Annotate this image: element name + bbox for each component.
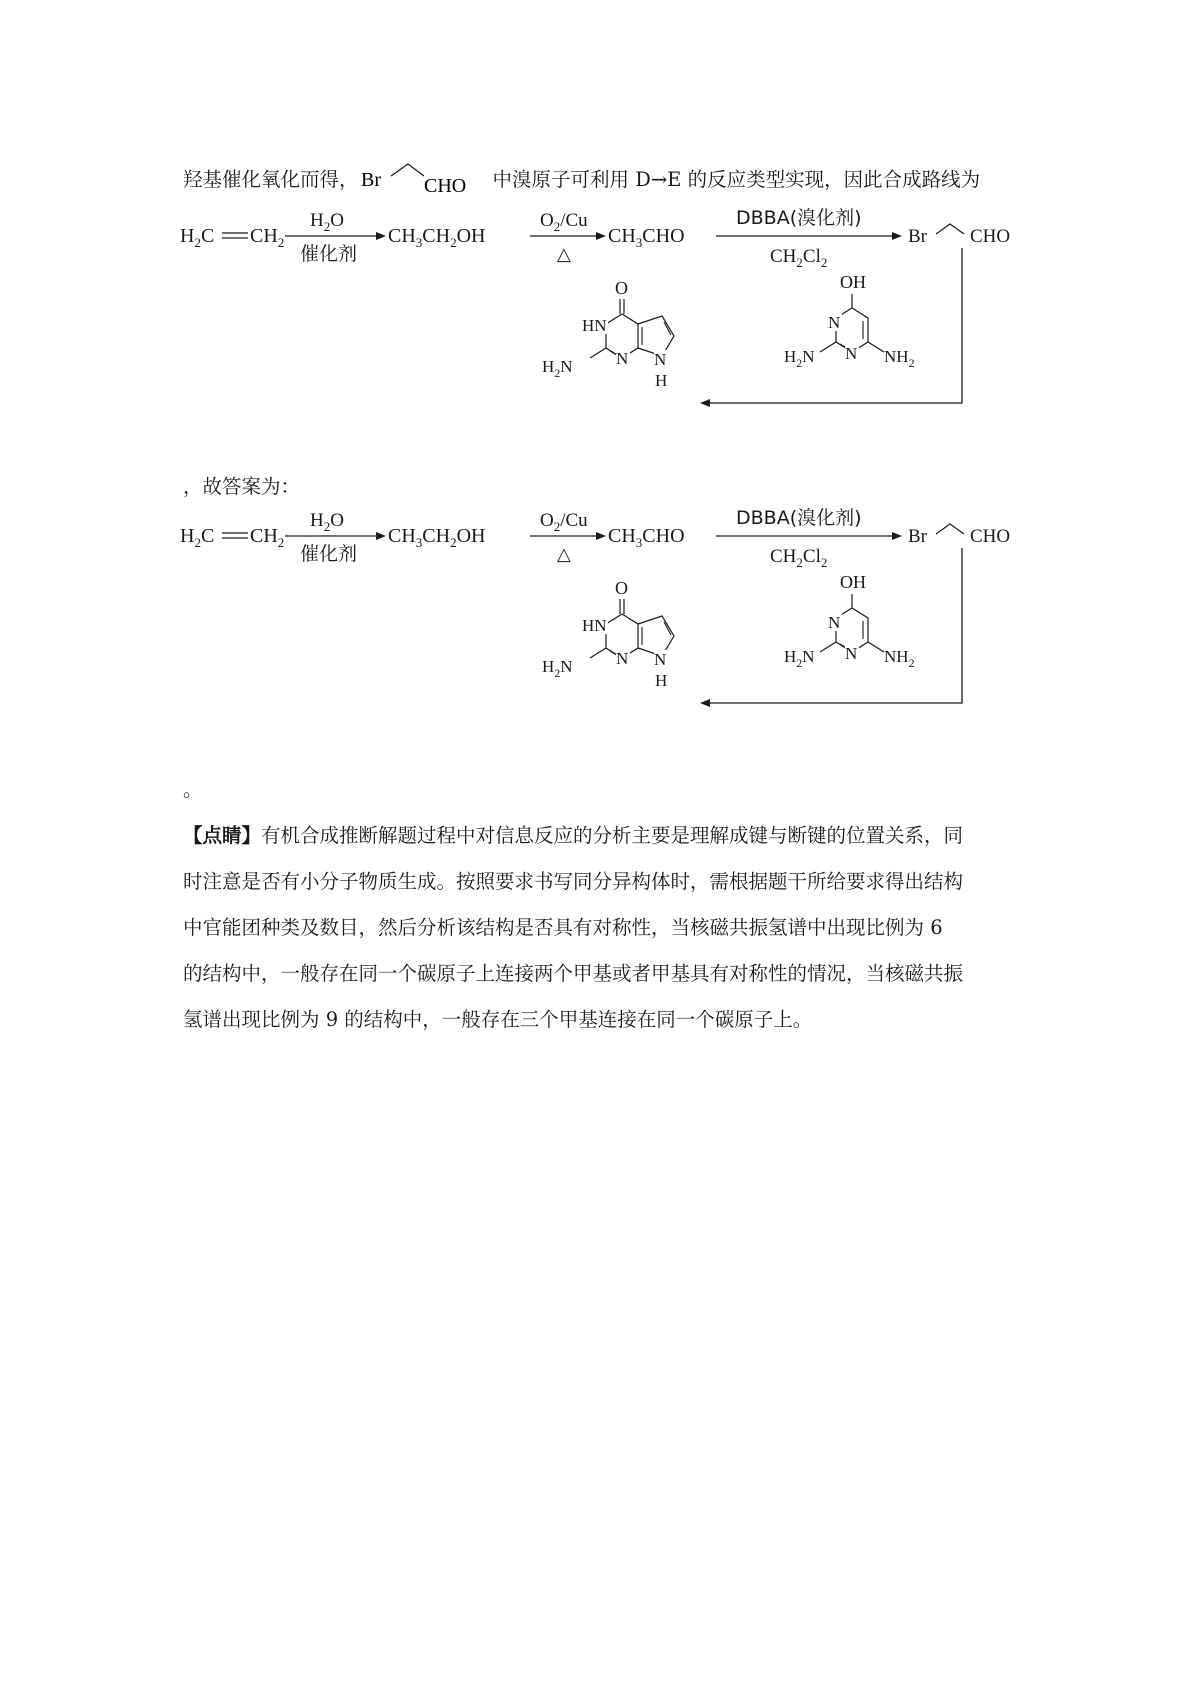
intro-prefix: 羟基催化氧化而得， <box>183 168 359 191</box>
formula-part: 2 <box>277 235 285 250</box>
ethene-h-label <box>180 225 214 250</box>
formula-part: C <box>200 525 215 547</box>
formula-part: H <box>310 510 324 531</box>
pyrimidine-n2-label: N <box>845 344 858 363</box>
formula-part: 2 <box>554 366 561 380</box>
bromoacetaldehyde-chain-bond <box>936 224 964 234</box>
arrow-1-head <box>376 532 386 540</box>
formula-part: CH <box>422 225 451 247</box>
synthesis-scheme-2 <box>180 506 1040 756</box>
formula-part: 2 <box>796 555 803 570</box>
formula-part: CH <box>770 246 797 267</box>
formula-part: 2 <box>908 656 915 670</box>
formula-part: CH <box>770 546 797 567</box>
note-line-1-text: 有机合成推断解题过程中对信息反应的分析主要是理解成键与断键的位置关系，同 <box>261 824 964 847</box>
formula-part: N <box>802 347 815 366</box>
arrow-3-head <box>892 532 902 540</box>
formula-part: 3 <box>415 235 423 250</box>
pyrimidine-c-nh2-bond-left <box>820 342 836 352</box>
product-nh-n-label: N <box>654 350 667 369</box>
arrow-1-head <box>376 232 386 240</box>
formula-part: H <box>542 357 555 376</box>
formula-part: CH <box>250 525 278 547</box>
formula-part: C <box>200 225 215 247</box>
formula-part: O <box>540 210 554 231</box>
pyrimidine-c-nh2-bond-right <box>868 342 884 352</box>
formula-part: CHO <box>642 225 685 247</box>
formula-part: O <box>330 510 344 531</box>
formula-part: /Cu <box>560 510 588 531</box>
formula-part: CHO <box>642 525 685 547</box>
formula-part: 2 <box>323 219 331 234</box>
formula-part: 2 <box>796 356 803 370</box>
arrow-1-bottom-label: 催化剂 <box>300 543 358 565</box>
arrow-1-top-label <box>310 510 344 534</box>
bromoacetaldehyde-cho-label: CHO <box>970 526 1011 547</box>
formula-part: CH <box>388 525 416 547</box>
intro-suffix: 中溴原子可利用 D→E 的反应类型实现，因此合成路线为 <box>492 168 981 191</box>
product-h2n-label <box>542 357 573 380</box>
formula-part: OH <box>456 225 486 247</box>
note-line-2: 时注意是否有小分子物质生成。按照要求书写同分异构体时，需根据题干所给要求得出结构 <box>183 870 964 893</box>
pyrimidine-nh2-label <box>884 647 915 670</box>
formula-part: 2 <box>277 535 285 550</box>
formula-part: H <box>310 210 324 231</box>
pyrimidine-h2n-label <box>784 647 815 670</box>
return-path-arrowhead <box>700 399 710 407</box>
formula-part: CH <box>608 525 636 547</box>
formula-part: CH <box>250 225 278 247</box>
arrow-2-bottom-label: △ <box>557 244 571 264</box>
pyrimidine-oh-label: OH <box>840 572 866 592</box>
scheme-template <box>180 507 1010 707</box>
arrow-2-top-label <box>540 510 588 534</box>
formula-part: H <box>180 225 195 247</box>
note-line-1 <box>183 822 963 850</box>
formula-part: 2 <box>194 535 201 550</box>
formula-part: H <box>542 657 555 676</box>
formula-part: NH <box>884 347 909 366</box>
arrow-3-top-label: DBBA(溴化剂) <box>736 507 862 529</box>
formula-part: 2 <box>553 219 561 234</box>
note-bracket-label: 【点睛】 <box>183 824 262 847</box>
pyrimidine-n1-label: N <box>828 313 841 332</box>
formula-part: O <box>540 510 554 531</box>
inline-cho-label: CHO <box>423 174 466 194</box>
ethene-ch2-label <box>250 525 284 550</box>
formula-part: 3 <box>635 235 643 250</box>
synthesis-scheme-1 <box>180 206 1040 456</box>
formula-part: 2 <box>194 235 201 250</box>
formula-part: N <box>560 657 573 676</box>
inline-br-label: Br <box>360 168 381 191</box>
pyrimidine-h2n-label <box>784 347 815 370</box>
arrow-3-bottom-label <box>770 546 827 570</box>
product-hn-label: HN <box>582 316 607 335</box>
product-hn-label: HN <box>582 616 607 635</box>
formula-part: N <box>560 357 573 376</box>
formula-part: O <box>330 210 344 231</box>
ethanol-label <box>388 525 485 550</box>
arrow-2-bottom-label: △ <box>557 544 571 564</box>
pyrimidine-n2-label: N <box>845 644 858 663</box>
pyrimidine-oh-label: OH <box>840 272 866 292</box>
formula-part: 2 <box>323 519 331 534</box>
product-nh-n-label: N <box>654 650 667 669</box>
inline-chain-bond <box>391 164 424 176</box>
product-nh-h-label: H <box>655 671 668 690</box>
product-h2n-label <box>542 657 573 680</box>
formula-part: Cl <box>802 246 821 267</box>
bromoacetaldehyde-br-label: Br <box>908 226 927 247</box>
formula-part: 2 <box>796 656 803 670</box>
ethene-ch2-label <box>250 225 284 250</box>
formula-part: 3 <box>415 535 423 550</box>
formula-part: 2 <box>450 535 457 550</box>
end-mark: 。 <box>183 778 203 801</box>
pyrimidine-c-nh2-bond-left <box>820 642 836 652</box>
ethanol-label <box>388 225 485 250</box>
scheme-2-svg <box>180 506 1040 756</box>
formula-part: CH <box>388 225 416 247</box>
formula-part: 2 <box>796 255 803 270</box>
arrow-1-bottom-label: 催化剂 <box>300 243 358 265</box>
note-line-4: 的结构中，一般存在同一个碳原子上连接两个甲基或者甲基具有对称性的情况，当核磁共振 <box>183 962 964 985</box>
formula-part: 2 <box>820 555 828 570</box>
product-nh-h-label: H <box>655 371 668 390</box>
arrow-2-head <box>596 532 606 540</box>
formula-part: 2 <box>908 356 915 370</box>
product-o-label: O <box>615 578 628 598</box>
acetaldehyde-label <box>608 225 685 250</box>
arrow-3-head <box>892 232 902 240</box>
bromoacetaldehyde-chain-bond <box>936 524 964 534</box>
formula-part: 2 <box>553 519 561 534</box>
return-path-arrowhead <box>700 699 710 707</box>
formula-part: H <box>180 525 195 547</box>
formula-part: /Cu <box>560 210 588 231</box>
intro-line <box>183 166 980 194</box>
arrow-2-head <box>596 232 606 240</box>
formula-part: H <box>784 347 797 366</box>
product-c-nh2-bond <box>590 648 606 658</box>
product-c-nh2-bond <box>590 348 606 358</box>
formula-part: OH <box>456 525 486 547</box>
formula-part: 2 <box>554 666 561 680</box>
acetaldehyde-label <box>608 525 685 550</box>
formula-part: 3 <box>635 535 643 550</box>
scheme-1-svg <box>180 206 1040 456</box>
answer-line: ，故答案为： <box>183 475 301 498</box>
formula-part: H <box>784 647 797 666</box>
arrow-3-bottom-label <box>770 246 827 270</box>
arrow-2-top-label <box>540 210 588 234</box>
arrow-3-top-label: DBBA(溴化剂) <box>736 207 862 229</box>
arrow-1-top-label <box>310 210 344 234</box>
product-n-label: N <box>616 649 629 668</box>
bromoacetaldehyde-cho-label: CHO <box>970 226 1011 247</box>
product-o-label: O <box>615 278 628 298</box>
pyrimidine-n1-label: N <box>828 613 841 632</box>
pyrimidine-nh2-label <box>884 347 915 370</box>
bromoacetaldehyde-inline-structure <box>361 156 491 194</box>
formula-part: 2 <box>820 255 828 270</box>
note-line-3: 中官能团种类及数目，然后分析该结构是否具有对称性，当核磁共振氢谱中出现比例为 6 <box>183 916 943 939</box>
scheme-template <box>180 207 1010 407</box>
formula-part: N <box>802 647 815 666</box>
ethene-h-label <box>180 525 214 550</box>
note-line-5: 氢谱出现比例为 9 的结构中，一般存在三个甲基连接在同一个碳原子上。 <box>183 1008 813 1031</box>
formula-part: 2 <box>450 235 457 250</box>
pyrimidine-c-nh2-bond-right <box>868 642 884 652</box>
bromoacetaldehyde-br-label: Br <box>908 526 927 547</box>
formula-part: CH <box>608 225 636 247</box>
formula-part: Cl <box>802 546 821 567</box>
product-n-label: N <box>616 349 629 368</box>
formula-part: CH <box>422 525 451 547</box>
formula-part: NH <box>884 647 909 666</box>
